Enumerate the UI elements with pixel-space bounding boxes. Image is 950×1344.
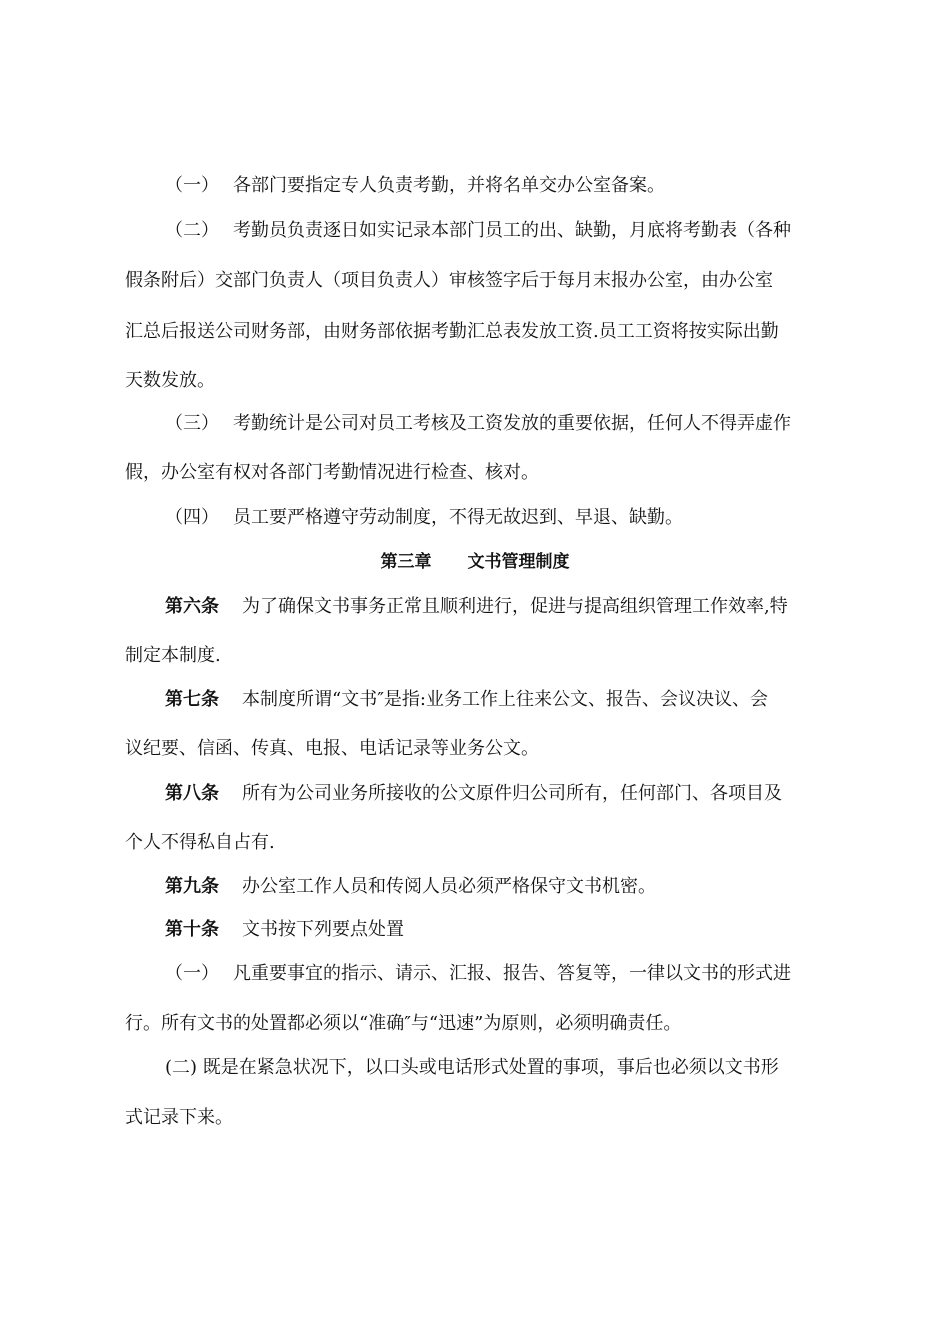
paragraph-line — [165, 919, 950, 941]
paragraph-line — [165, 507, 950, 529]
item-label: （四） — [165, 507, 219, 528]
line-text: 本制度所谓“文书″是指:业务工作上往来公文、报告、会议决议、会 — [242, 689, 768, 710]
paragraph-line — [125, 832, 950, 854]
line-text: 制定本制度. — [125, 645, 221, 666]
chapter-number: 第三章 — [380, 552, 432, 572]
line-text: 式记录下来。 — [125, 1107, 233, 1128]
line-text: 所有为公司业务所接收的公文原件归公司所有，任何部门、各项目及 — [242, 783, 782, 804]
article-label: 第九条 — [165, 876, 219, 897]
article-label: 第六条 — [165, 596, 219, 617]
line-text: 假，办公室有权对各部门考勤情况进行检查、核对。 — [125, 462, 539, 483]
paragraph-line — [125, 270, 950, 292]
chapter-heading — [0, 551, 950, 573]
paragraph-line — [165, 596, 950, 618]
line-text: 议纪要、信函、传真、电报、电话记录等业务公文。 — [125, 738, 539, 759]
line-text: 办公室工作人员和传阅人员必须严格保守文书机密。 — [242, 876, 656, 897]
paragraph-line — [165, 220, 950, 242]
line-text: 员工要严格遵守劳动制度，不得无故迟到、早退、缺勤。 — [233, 507, 683, 528]
paragraph-line — [125, 321, 950, 343]
paragraph-line — [125, 645, 950, 667]
chapter-title: 文书管理制度 — [467, 552, 570, 572]
paragraph-line — [125, 1013, 950, 1035]
item-label: （二） — [165, 220, 219, 241]
line-text: 个人不得私自占有. — [125, 832, 275, 853]
line-text: 考勤员负责逐日如实记录本部门员工的出、缺勤，月底将考勤表（各种 — [233, 220, 791, 241]
line-text: (二) 既是在紧急状况下，以口头或电话形式处置的事项，事后也必须以文书形 — [165, 1057, 779, 1078]
item-label: （三） — [165, 413, 219, 434]
article-label: 第十条 — [165, 919, 219, 940]
article-label: 第八条 — [165, 783, 219, 804]
paragraph-line — [125, 1107, 950, 1129]
line-text: 文书按下列要点处置 — [242, 919, 404, 940]
line-text: 凡重要事宜的指示、请示、汇报、报告、答复等，一律以文书的形式进 — [233, 963, 791, 984]
item-label: （一） — [165, 963, 219, 984]
paragraph-line — [125, 738, 950, 760]
paragraph-line — [165, 783, 950, 805]
line-text: 考勤统计是公司对员工考核及工资发放的重要依据，任何人不得弄虚作 — [233, 413, 791, 434]
paragraph-line — [125, 462, 950, 484]
line-text: 为了确保文书事务正常且顺利进行，促进与提高组织管理工作效率,特 — [242, 596, 788, 617]
paragraph-line — [165, 413, 950, 435]
line-text: 假条附后）交部门负责人（项目负责人）审核签字后于每月末报办公室，由办公室 — [125, 270, 773, 291]
paragraph-line — [165, 876, 950, 898]
paragraph-line — [165, 689, 950, 711]
paragraph-line — [165, 963, 950, 985]
line-text: 汇总后报送公司财务部，由财务部依据考勤汇总表发放工资.员工工资将按实际出勤 — [125, 321, 779, 342]
item-label: （一） — [165, 175, 219, 196]
line-text: 各部门要指定专人负责考勤，并将名单交办公室备案。 — [233, 175, 665, 196]
paragraph-line — [125, 370, 950, 392]
paragraph-line — [165, 175, 950, 197]
line-text: 天数发放。 — [125, 370, 215, 391]
line-text: 行。所有文书的处置都必须以“准确″与“迅速”为原则，必须明确责任。 — [125, 1013, 682, 1034]
paragraph-line — [165, 1057, 950, 1079]
article-label: 第七条 — [165, 689, 219, 710]
